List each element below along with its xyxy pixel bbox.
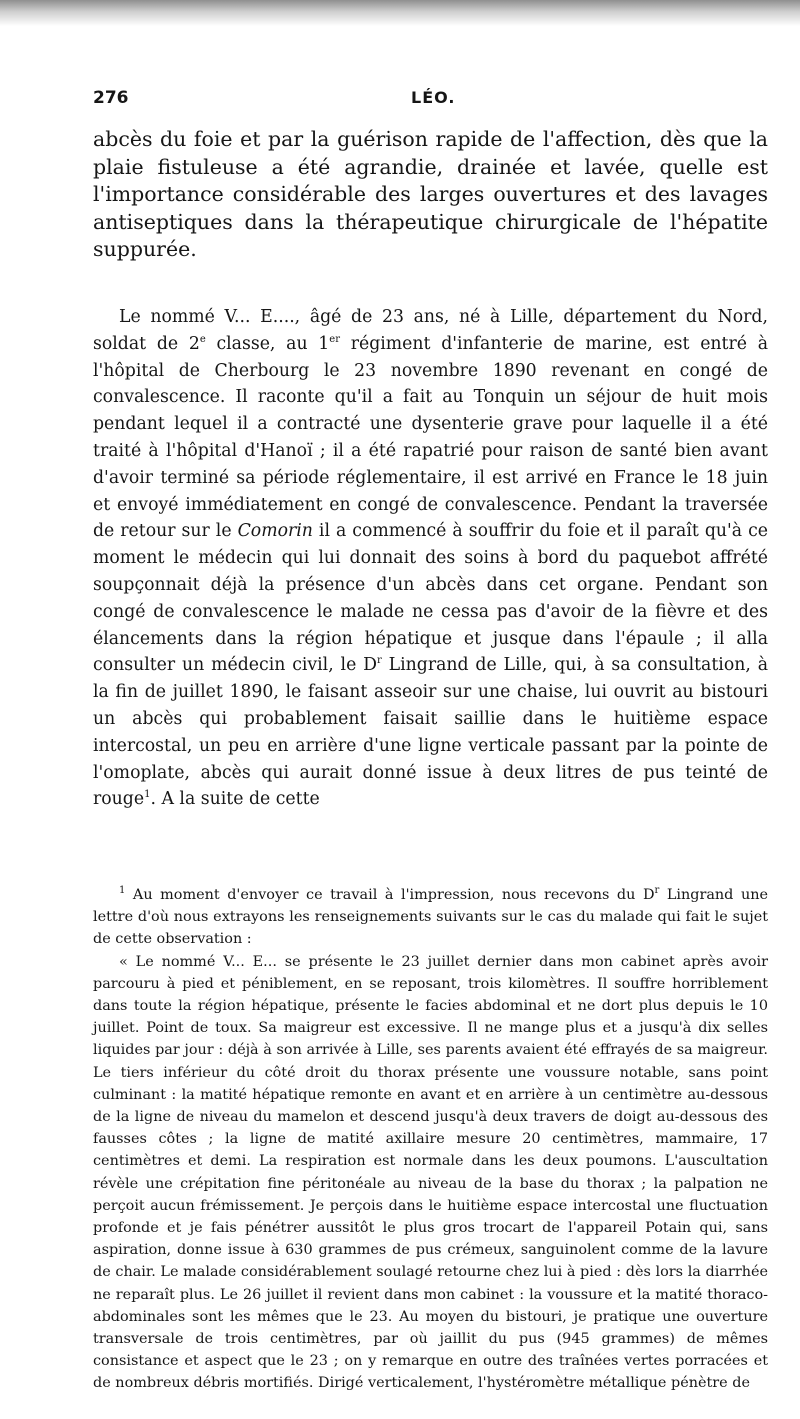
footnote-intro <box>93 884 768 951</box>
footnote-reference: 1 <box>144 789 151 801</box>
case-text: régiment d'infanterie de marine, est entré à l'hôpital de Cherbourg le 23 novembre 1890 revenant en congé de convalescence. Il raconte qu'il a fait au Tonquin un séjour de huit mois pendant lequel il a contracté une dysenterie grave pour laquelle il a été traité à l'hôpital d'Hanoï ; il a été rapatrié pour raison de santé bien avant d'avoir terminé sa période réglementaire, il est arrivé en France le 18 juin et envoyé immédiatement en congé de convalescence. Pendant la traversée de retour sur le <box>93 333 769 542</box>
case-text: classe, au 1 <box>205 333 330 354</box>
page-header <box>93 88 768 114</box>
superscript: e <box>199 334 206 346</box>
footnote-text: Lingrand une lettre d'où nous extrayons les renseignements suivants sur le cas du malade qui fait le sujet de cette observation : <box>93 887 768 948</box>
running-title: LÉO. <box>411 88 456 107</box>
footnote-quote: « Le nommé V... E... se présente le 23 juillet dernier dans mon cabinet après avoir parcouru à pied et péniblement, en se reposant, trois kilomètres. Il souffre horriblement dans toute la région hépatique, présente le facies abdominal et ne dort plus depuis le 10 juillet. Point de toux. Sa maigreur est excessive. Il ne mange plus et a jusqu'à dix selles liquides par jour : déjà à son arrivée à Lille, ses parents avaient été effrayés de sa maigreur. Le tiers inférieur du côté droit du thorax présente une voussure notable, sans point culminant : la matité hépatique remonte en avant et en arrière à un centimètre au-dessous de la ligne de niveau du mamelon et descend jusqu'à deux travers de doigt au-dessous des fausses côtes ; la ligne de matité axillaire mesure 20 centimètres, mammaire, 17 centimètres et demi. La respiration est normale dans les deux poumons. L'auscultation révèle une crépitation fine péritonéale au niveau de la base du thorax ; la palpation ne perçoit aucun frémissement. Je perçois dans le huitième espace intercostal une fluctuation profonde et je fais pénétrer aussitôt le plus gros trocart de l'appareil Potain qui, sans aspiration, donne issue à 630 grammes de pus crémeux, sanguinolent comme de la lavure de chair. Le malade considérablement soulagé retourne chez lui à pied : dès lors la diarrhée ne reparaît plus. Le 26 juillet il revient dans mon cabinet : la voussure et la matité thoraco-abdominales sont les mêmes que le 23. Au moyen du bistouri, je pratique une ouverture transversale de trois centimètres, par où jaillit du pus (945 grammes) de mêmes consistance et aspect que le 23 ; on y remarque en outre des traînées vertes porracées et de nombreux débris mortifiés. Dirigé verticalement, l'hystéromètre métallique pénètre de <box>93 953 768 1392</box>
footnote-text: Au moment d'envoyer ce travail à l'impression, nous recevons du D <box>125 887 655 903</box>
ship-name: Comorin <box>237 521 313 542</box>
superscript: er <box>329 334 340 346</box>
case-paragraph <box>93 304 768 813</box>
case-text: il a commencé à souffrir du foie et il paraît qu'à ce moment le médecin qui lui donnait des soins à bord du paquebot affrété soupçonnait déjà la présence d'un abcès dans cet organe. Pendant son congé de convalescence le malade ne cessa pas d'avoir de la fièvre et des élancements dans la région hépatique et jusque dans l'épaule ; il alla consulter un médecin civil, le D <box>93 521 768 676</box>
superscript: r <box>377 655 382 667</box>
page-number: 276 <box>93 88 129 108</box>
footnote <box>93 884 768 1395</box>
superscript: r <box>654 885 660 897</box>
case-text: Le nommé V... E...., âgé de 23 ans, né à Lille, département du Nord, soldat de 2 <box>93 307 768 354</box>
intro-paragraph: abcès du foie et par la guérison rapide de l'affection, dès que la plaie fistuleuse a été agrandie, drainée et lavée, quelle est l'importance considérable des larges ouvertures et des lavages antiseptiques dans la thérapeutique chirurgicale de l'hépatite suppurée. <box>93 127 768 262</box>
footnote-mark: 1 <box>119 885 126 897</box>
scan-edge-shadow <box>0 0 800 26</box>
case-text: Lingrand de Lille, qui, à sa consultation, à la fin de juillet 1890, le faisant asseoir sur une chaise, lui ouvrit au bistouri un abcès qui probablement faisait saillie dans le huitième espace intercostal, un peu en arrière d'une ligne verticale passant par la pointe de l'omoplate, abcès qui aurait donné issue à deux litres de pus teinté de rouge <box>93 655 768 810</box>
case-text: . A la suite de cette <box>150 789 320 810</box>
